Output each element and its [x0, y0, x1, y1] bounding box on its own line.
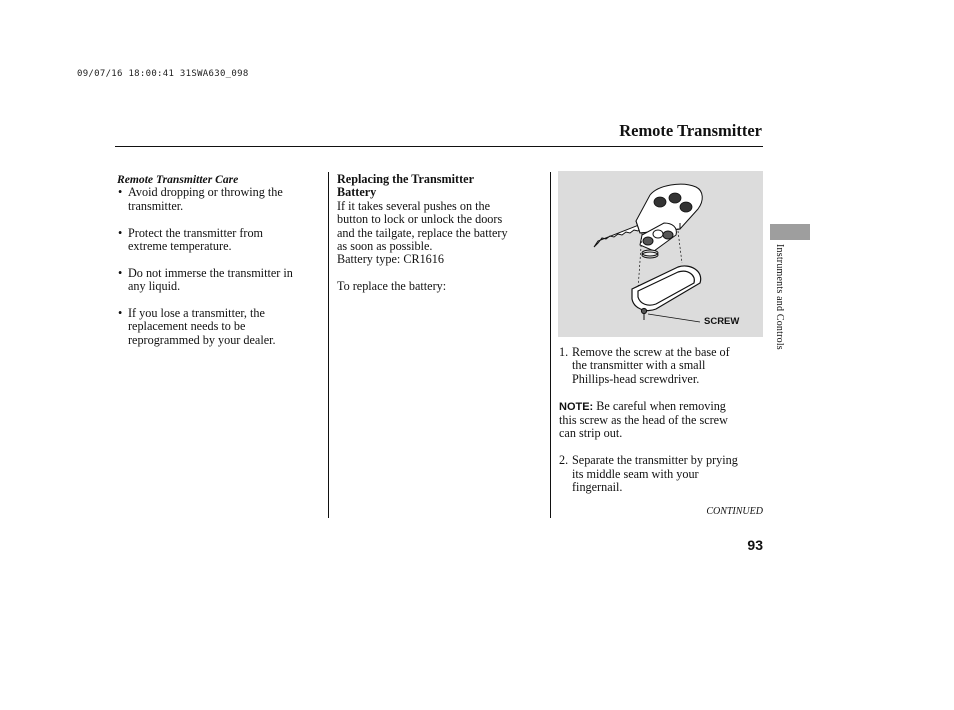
steps-column	[559, 346, 763, 494]
care-item	[117, 186, 322, 213]
section-label: Instruments and Controls	[774, 244, 785, 350]
section-tab	[770, 224, 810, 240]
replace-body	[337, 200, 542, 254]
care-item-line: extreme temperature.	[128, 239, 232, 254]
battery-type: Battery type: CR1616	[337, 252, 444, 267]
replace-column	[337, 173, 542, 294]
step-1	[559, 346, 763, 386]
step-line: its middle seam with your	[572, 466, 699, 481]
note-line: can strip out.	[559, 426, 623, 441]
care-item-line: • Avoid dropping or throwing the	[128, 185, 283, 200]
care-item-line: transmitter.	[128, 198, 184, 213]
replace-intro: To replace the battery:	[337, 279, 447, 294]
note-label: NOTE:	[559, 400, 594, 413]
continued-marker: CONTINUED	[706, 506, 763, 517]
care-item	[117, 307, 322, 347]
care-item	[117, 267, 322, 294]
care-item-line: any liquid.	[128, 279, 181, 294]
column-divider	[550, 172, 551, 518]
step-line: Separate the transmitter by prying	[572, 453, 738, 468]
replace-body-line: as soon as possible.	[337, 239, 433, 254]
step-line: Remove the screw at the base of	[572, 345, 730, 359]
column-divider	[328, 172, 329, 518]
key-fob-exploded-drawing	[558, 171, 763, 337]
transmitter-illustration	[558, 171, 763, 337]
replace-body-line: If it takes several pushes on the	[337, 198, 490, 213]
replace-heading-line: Battery	[337, 185, 377, 200]
title-divider	[115, 146, 763, 147]
care-item	[117, 227, 322, 254]
note-line: this screw as the head of the screw	[559, 413, 728, 428]
care-column	[117, 173, 322, 347]
screw-label: SCREW	[704, 316, 740, 327]
care-item-line: replacement needs to be	[128, 319, 246, 334]
step-line: Phillips-head screwdriver.	[572, 371, 700, 386]
step-line: fingernail.	[572, 480, 623, 495]
care-item-line: • Do not immerse the transmitter in	[128, 265, 293, 280]
step-number: 1.	[559, 345, 569, 359]
print-stamp: 09/07/16 18:00:41 31SWA630_098	[77, 69, 249, 79]
replace-body-line: and the tailgate, replace the battery	[337, 225, 508, 240]
replace-body-line: button to lock or unlock the doors	[337, 212, 503, 227]
step-line: the transmitter with a small	[572, 358, 706, 373]
page-number: 93	[747, 537, 763, 553]
care-heading: Remote Transmitter Care	[117, 173, 239, 186]
page-title: Remote Transmitter	[619, 121, 762, 140]
note-text: Be careful when removing	[593, 398, 726, 413]
care-item-line: • Protect the transmitter from	[128, 225, 264, 240]
replace-heading	[337, 173, 542, 200]
note-first-line	[559, 400, 763, 414]
step-number: 2.	[559, 453, 569, 468]
step-2	[559, 454, 763, 494]
replace-heading-line: Replacing the Transmitter	[337, 172, 474, 186]
care-item-line: • If you lose a transmitter, the	[128, 306, 265, 321]
note-block	[559, 400, 763, 441]
care-item-line: reprogrammed by your dealer.	[128, 332, 276, 347]
